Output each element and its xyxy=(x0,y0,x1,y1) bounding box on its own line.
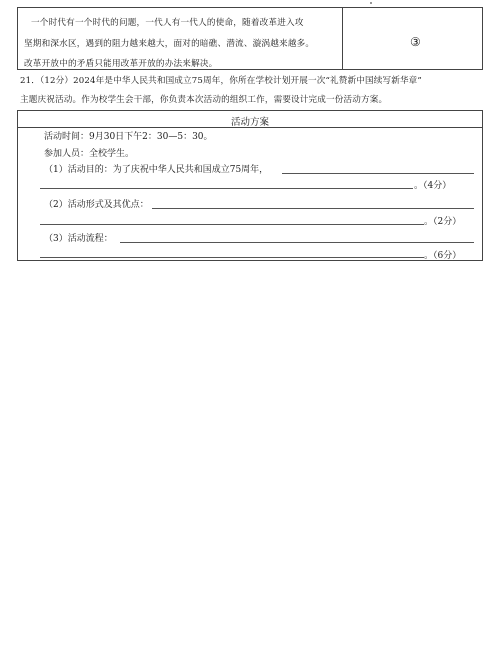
plan-title-divider xyxy=(18,127,482,128)
item-3-label: （3）活动流程： xyxy=(44,234,113,244)
item-3-points: 。（6分） xyxy=(424,251,462,261)
item-1-label: （1）活动目的：为了庆祝中华人民共和国成立75周年， xyxy=(44,165,269,175)
answer-blank[interactable] xyxy=(40,257,424,258)
participants: 参加人员：全校学生。 xyxy=(44,149,135,159)
item-2-points: 。（2分） xyxy=(424,217,462,227)
question-21-line-2: 主题庆祝活动。作为校学生会干部，你负责本次活动的组织工作，需要设计完成一份活动方案。 xyxy=(20,95,388,105)
answer-blank[interactable] xyxy=(282,173,474,174)
answer-table xyxy=(17,7,483,70)
answer-blank[interactable] xyxy=(120,242,474,243)
activity-time: 活动时间：9月30日下午2：30—5：30。 xyxy=(44,132,213,142)
answer-blank[interactable] xyxy=(40,224,424,225)
table-divider xyxy=(342,8,343,69)
plan-title: 活动方案 xyxy=(230,117,269,128)
scan-dot xyxy=(370,2,372,4)
answer-blank[interactable] xyxy=(152,208,474,209)
table-text-line: 改革开放中的矛盾只能用改革开放的办法来解决。 xyxy=(24,59,218,69)
question-21-line-1: 21．（12分）2024年是中华人民共和国成立75周年，你所在学校计划开展一次“礼赞新中国续写新华章” xyxy=(20,76,422,86)
item-1-points: 。（4分） xyxy=(414,181,452,191)
answer-mark: ③ xyxy=(410,35,421,49)
table-text-line: 坚期和深水区，遇到的阻力越来越大，面对的暗礁、潜流、漩涡越来越多。 xyxy=(24,39,315,49)
table-text-line: 一个时代有一个时代的问题，一代人有一代人的使命，随着改革进入攻 xyxy=(31,18,304,28)
item-2-label: （2）活动形式及其优点： xyxy=(44,200,149,210)
answer-blank[interactable] xyxy=(40,188,413,189)
activity-plan-box xyxy=(17,110,483,261)
